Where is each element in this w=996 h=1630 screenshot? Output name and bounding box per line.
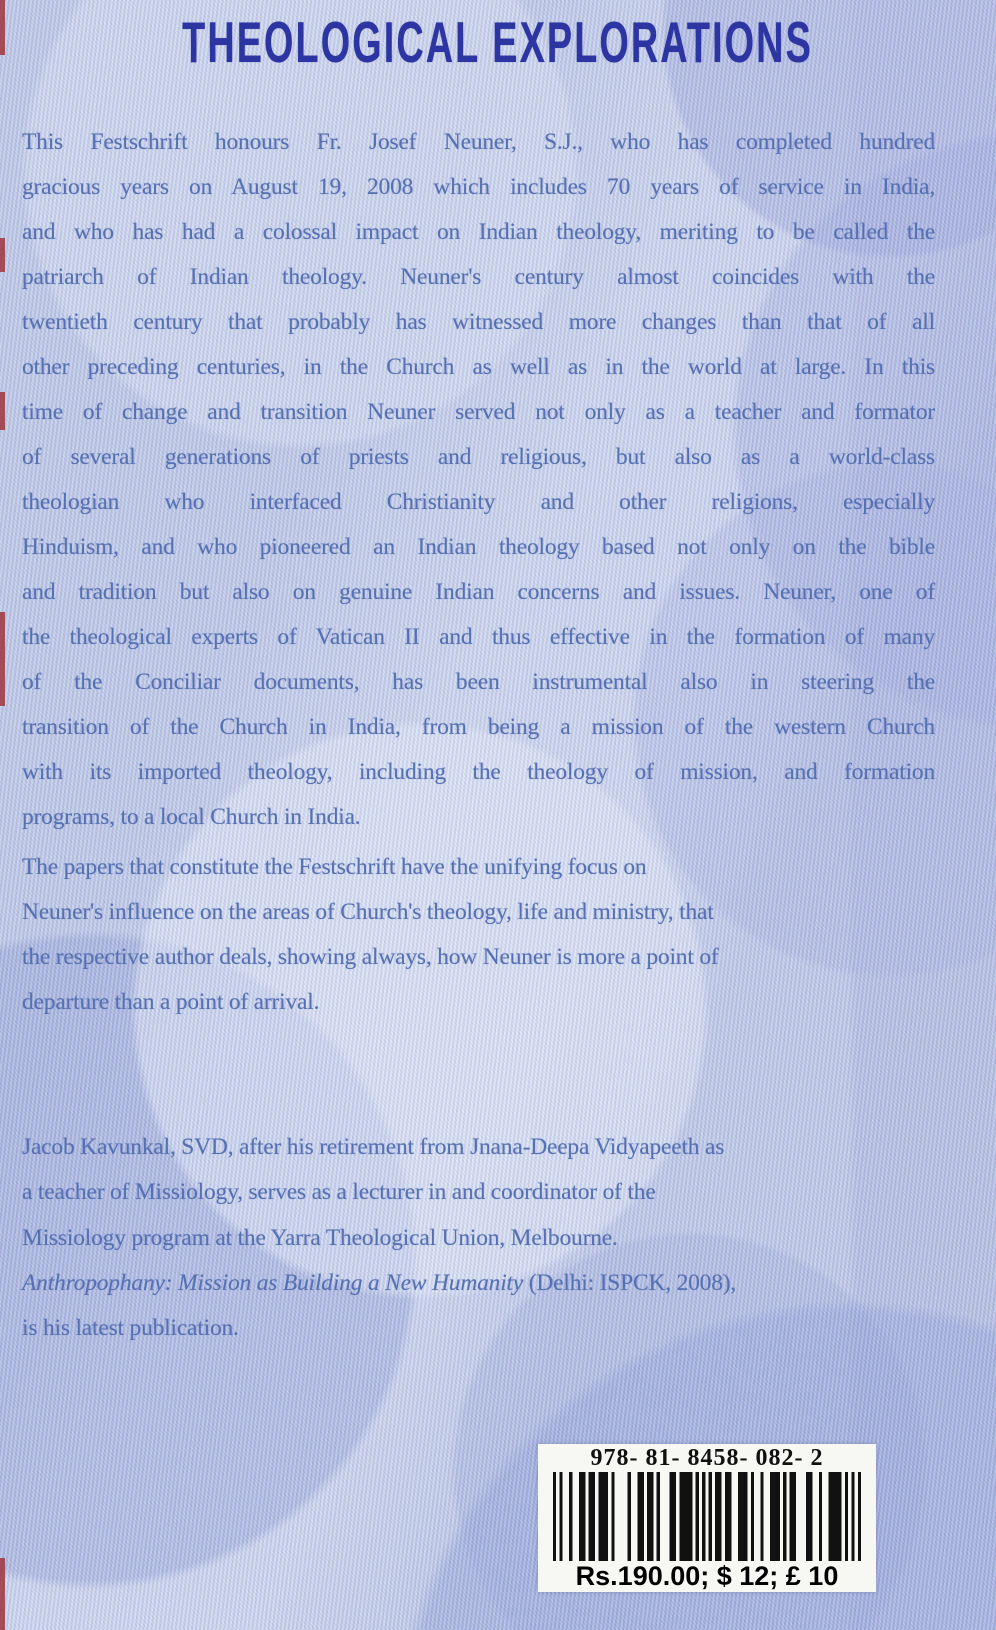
text-line: Missiology program at the Yarra Theological Union, Melbourne. [22,1224,618,1251]
text-line: programs, to a local Church in India. [22,804,361,830]
text-line: theologian who interfaced Christianity and other religions, especially [22,489,935,515]
barcode-label [538,1444,876,1592]
bio-book-line [22,1261,935,1306]
text-line: This Festschrift honours Fr. Josef Neuner, S.J., who has completed hundred [22,129,935,155]
text-line: departure than a point of arrival. [22,989,320,1015]
bio-last-line: is his latest publication. [22,1315,239,1342]
text-line: time of change and transition Neuner served not only as a teacher and formator [22,399,935,425]
text-line: The papers that constitute the Festschrift have the unifying focus on [22,854,647,880]
text-line: transition of the Church in India, from being a mission of the western Church [22,714,935,740]
text-line: with its imported theology, including the theology of mission, and formation [22,759,935,785]
price-text: Rs.190.00; $ 12; £ 10 [575,1561,839,1591]
author-bio [22,1125,935,1351]
synopsis-paragraph-2 [22,845,935,1025]
text-line: twentieth century that probably has witnessed more changes than that of all [22,309,935,335]
text-line: the respective author deals, showing always, how Neuner is more a point of [22,944,719,970]
text-line: of the Conciliar documents, has been instrumental also in steering the [22,669,935,695]
text-line: patriarch of Indian theology. Neuner's century almost coincides with the [22,264,935,290]
text-line: gracious years on August 19, 2008 which includes 70 years of service in India, [22,174,935,200]
text-line: the theological experts of Vatican II and thus effective in the formation of many [22,624,935,650]
text-line: and tradition but also on genuine Indian concerns and issues. Neuner, one of [22,579,935,605]
text-line: of several generations of priests and religious, but also as a world-class [22,444,935,470]
bio-book-title: Anthropophany: Mission as Building a New Humanity [22,1269,524,1296]
spine-edge [0,0,5,1630]
text-line: and who has had a colossal impact on Indian theology, meriting to be called the [22,219,935,245]
title-row [0,10,996,75]
bio-book-publisher: (Delhi: ISPCK, 2008), [523,1269,737,1296]
text-line: Hinduism, and who pioneered an Indian theology based not only on the bible [22,534,935,560]
bio-paragraph [22,1125,935,1261]
book-title: THEOLOGICAL EXPLORATIONS [182,11,814,75]
text-line: Jacob Kavunkal, SVD, after his retirement from Jnana-Deepa Vidyapeeth as [22,1134,725,1160]
synopsis-paragraph-1 [22,120,935,840]
barcode [553,1472,861,1561]
text-line: Neuner's influence on the areas of Church's theology, life and ministry, that [22,899,714,925]
synopsis [22,120,935,1025]
isbn-text: 978- 81- 8458- 082- 2 [590,1445,824,1471]
text-line: other preceding centuries, in the Church as well as in the world at large. In this [22,354,935,380]
text-line: a teacher of Missiology, serves as a lecturer in and coordinator of the [22,1179,656,1206]
barcode-bars [553,1472,861,1561]
